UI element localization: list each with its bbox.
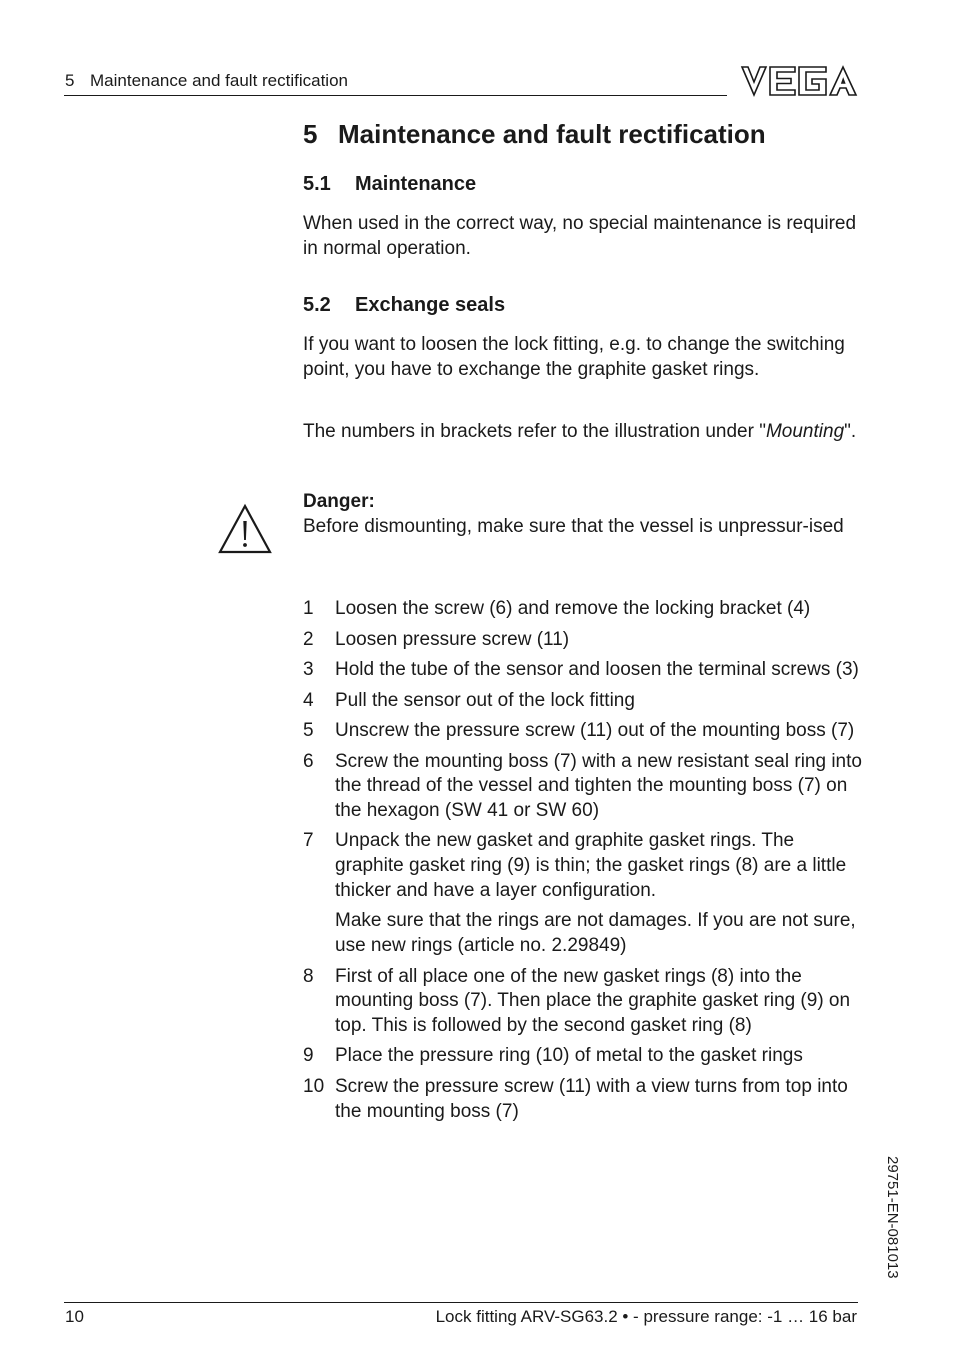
header-divider <box>64 95 727 96</box>
step-text: Screw the mounting boss (7) with a new resistant seal ring into the thread of the vessel and tighten the mounting boss (7) on the hexagon (SW 41 or SW 60) <box>335 750 862 821</box>
section-title: Exchange seals <box>355 294 506 316</box>
vega-logo <box>740 64 858 98</box>
step-number: 7 <box>303 830 314 852</box>
step-text: Loosen pressure screw (11) <box>335 628 570 650</box>
step-text: Place the pressure ring (10) of metal to the gasket rings <box>335 1045 803 1067</box>
chapter-heading <box>303 119 766 150</box>
step-number: 8 <box>303 965 314 987</box>
list-item <box>303 719 863 744</box>
step-number: 10 <box>303 1075 325 1097</box>
step-number: 6 <box>303 750 314 772</box>
step-text: First of all place one of the new gasket rings (8) into the mounting boss (7). Then place the graphite gasket ring (9) on top. This is followed by the second gasket ring (8) <box>335 965 851 1036</box>
list-item <box>303 658 863 683</box>
document-id: 29751-EN-081013 <box>884 1156 901 1279</box>
reference-link-mounting: Mounting <box>765 421 845 442</box>
list-item <box>303 1044 863 1069</box>
danger-text: Before dismounting, make sure that the vessel is unpressur-ised <box>303 515 844 537</box>
step-note: Make sure that the rings are not damages. If you are not sure, use new rings (article no. 2.29849) <box>335 910 856 957</box>
step-number: 3 <box>303 659 314 680</box>
step-text: Unscrew the pressure screw (11) out of the mounting boss (7) <box>335 720 855 741</box>
running-header-title: Maintenance and fault rectification <box>90 71 348 90</box>
step-number: 5 <box>303 720 314 741</box>
procedure-steps <box>303 597 863 1130</box>
step-number: 4 <box>303 689 314 711</box>
section-number: 5.1 <box>303 173 331 195</box>
section-heading-exchange-seals <box>303 294 505 317</box>
step-text: Unpack the new gasket and graphite gasket rings. The graphite gasket ring (9) is thin; the gasket rings (8) are a little thicker and have a layer configuration. <box>335 830 847 901</box>
list-item <box>303 1075 863 1124</box>
warning-triangle-icon <box>217 503 273 555</box>
danger-title: Danger: <box>303 491 375 512</box>
maintenance-paragraph: When used in the correct way, no special maintenance is required in normal operation. <box>303 213 857 259</box>
section-heading-maintenance <box>303 173 476 196</box>
list-item <box>303 597 863 622</box>
section-number: 5.2 <box>303 294 331 316</box>
chapter-title: Maintenance and fault rectification <box>338 119 766 149</box>
list-item <box>303 829 863 903</box>
list-item <box>303 965 863 1039</box>
page-number: 10 <box>65 1307 84 1326</box>
list-item <box>303 689 863 714</box>
list-item <box>303 628 863 653</box>
footer-divider <box>64 1302 858 1303</box>
list-item <box>303 750 863 824</box>
exchange-intro-paragraph: If you want to loosen the lock fitting, e.g. to change the switching point, you have to exchange the graphite gasket rings. <box>303 334 845 380</box>
footer-title: Lock fitting ARV-SG63.2 • - pressure range: -1 … 16 bar <box>435 1307 857 1326</box>
step-text: Pull the sensor out of the lock fitting <box>335 689 635 711</box>
step-number: 1 <box>303 598 314 619</box>
section-title: Maintenance <box>355 173 477 195</box>
danger-notice <box>303 490 863 539</box>
step-text: Screw the pressure screw (11) with a view turns from top into the mounting boss (7) <box>335 1075 848 1122</box>
exchange-reference-paragraph <box>303 420 863 445</box>
running-header-number: 5 <box>65 71 75 90</box>
step-text: Loosen the screw (6) and remove the locking bracket (4) <box>335 598 811 619</box>
reference-text-end: ". <box>844 421 857 442</box>
chapter-number: 5 <box>303 119 318 149</box>
running-header <box>65 71 348 91</box>
step-text: Hold the tube of the sensor and loosen the terminal screws (3) <box>335 659 859 680</box>
reference-text: The numbers in brackets refer to the illustration under " <box>303 421 766 442</box>
step-number: 9 <box>303 1045 314 1067</box>
step-number: 2 <box>303 628 314 650</box>
